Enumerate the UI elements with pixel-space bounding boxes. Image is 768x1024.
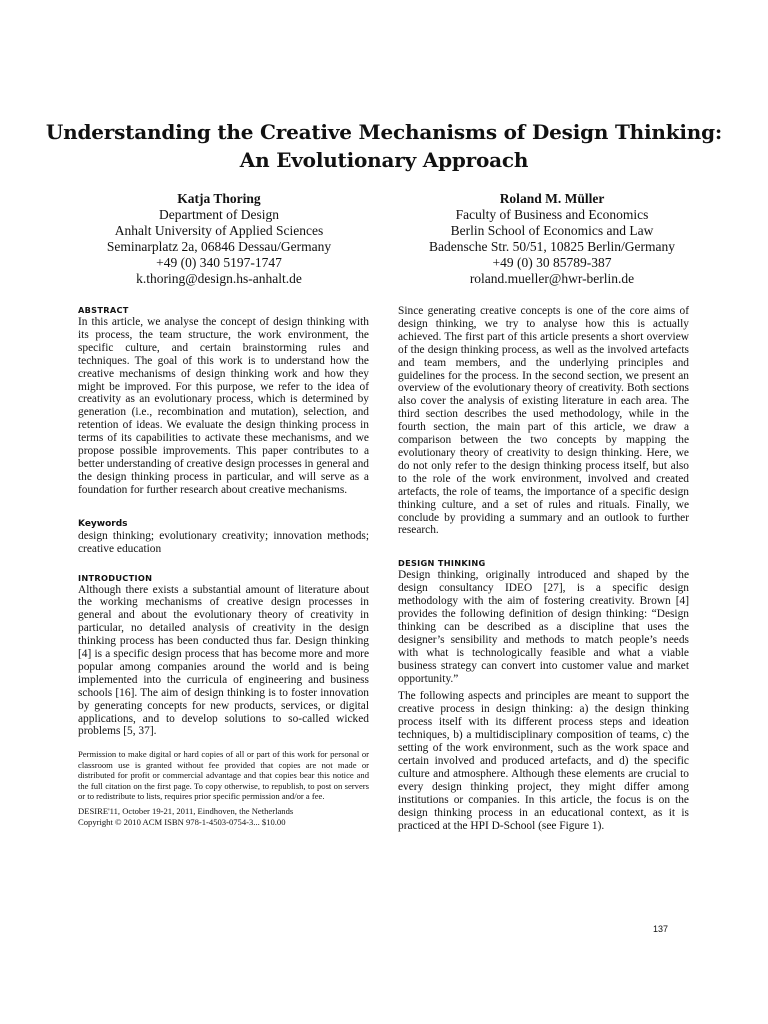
author-email: k.thoring@design.hs-anhalt.de <box>136 271 302 286</box>
author-dept: Faculty of Business and Economics <box>455 207 649 222</box>
author-address: Seminarplatz 2a, 06846 Dessau/Germany <box>106 239 332 254</box>
author-phone: +49 (0) 340 5197-1747 <box>156 255 282 270</box>
title-line-1: Understanding the Creative Mechanisms of Design Thinking: <box>45 120 723 144</box>
author-org: Anhalt University of Applied Sciences <box>114 223 324 238</box>
keywords-text: design thinking; evolutionary creativity; innovation methods; creative education <box>78 529 369 555</box>
right-column <box>398 305 689 832</box>
copyright-info: Copyright © 2010 ACM ISBN 978-1-4503-0754-3... $10.00 <box>78 816 286 827</box>
author-dept: Department of Design <box>159 207 279 222</box>
intro-continued-text: Since generating creative concepts is one of the core aims of design thinking, we try to analyse how this is actually achieved. The first part of this article presents a short overview of the design thinking process, as well as the involved artefacts and team members, and the underlying principles and guidelines for the process. In the second section, we present an overview of the evolutionary theory of creativity. Both sections also cover the analysis of existing literature in each area. The third section describes the used methodology, while in the fourth section, the main part of this article, we draw a comparison between the two concepts by mapping the evolutionary theory of creativity to design thinking. Here, we do not only refer to the design thinking process itself, but also to the role of the work environment, involved and created artefacts, the role of teams, the importance of a specific design thinking culture, and a set of rules and rituals. Finally, we conclude by providing a summary and an outlook to further research. <box>398 305 689 537</box>
abstract-heading: ABSTRACT <box>78 305 129 315</box>
page-number: 137 <box>652 924 668 934</box>
author-phone: +49 (0) 30 85789-387 <box>492 255 612 270</box>
author-block-2 <box>387 191 717 287</box>
title-line-2: An Evolutionary Approach <box>239 148 529 172</box>
introduction-text: Although there exists a substantial amount of literature about the working mechanisms of creative design processes in general and about the evolutionary theory of creativity in particular, no detailed analysis of creativity in the design thinking process has been conducted thus far. Design thinking [4] is a specific design process that has become more and more popular among companies around the world and is being implemented into the curricula of engineering and business schools [16]. The aim of design thinking is to foster innovation by generating concepts for new products, services, or digital applications, and to develop solutions to so-called wicked problems [5, 37]. <box>78 583 369 738</box>
author-name: Katja Thoring <box>177 191 261 206</box>
keywords-heading: Keywords <box>78 518 128 529</box>
design-thinking-para-2: The following aspects and principles are meant to support the creative process in design thinking: a) the design thinking process itself with its different process steps and ideation techniques, b) a multidisciplinary composition of teams, c) the setting of the work environment, such as the work space and certain involved and produced artefacts, and d) the specific culture and atmosphere. Although these elements are crucial to every design thinking project, they might differ among institutions or companies. In this article, the focus is on the design thinking process in an educational context, as it is practiced at the HPI D-School (see Figure 1). <box>398 690 689 832</box>
permission-notice: Permission to make digital or hard copies of all or part of this work for personal or classroom use is granted without fee provided that copies are not made or distributed for profit or commercial advantage and that copies bear this notice and the full citation on the first page. To copy otherwise, to republish, to post on servers or to redistribute to lists, requires prior specific permission and/or a fee. <box>78 749 369 801</box>
author-org: Berlin School of Economics and Law <box>450 223 654 238</box>
author-email: roland.mueller@hwr-berlin.de <box>469 271 635 286</box>
paper-title <box>0 118 768 174</box>
author-name: Roland M. Müller <box>499 191 605 206</box>
design-thinking-para-1: Design thinking, originally introduced and shaped by the design consultancy IDEO [27], is a specific design methodology with the aim of fostering creativity. Brown [4] provides the following definition of design thinking: “Design thinking can be described as a discipline that uses the designer’s sensibility and methods to match people’s needs with what is technologically feasible and what a viable business strategy can convert into customer value and market opportunity.” <box>398 569 689 685</box>
conference-info: DESIRE'11, October 19-21, 2011, Eindhoven, the Netherlands <box>78 806 294 817</box>
design-thinking-heading: DESIGN THINKING <box>398 558 486 569</box>
introduction-heading: INTRODUCTION <box>78 572 153 583</box>
author-block-1 <box>54 191 384 287</box>
abstract-text: In this article, we analyse the concept of design thinking with its process, the team structure, the work environment, the specific culture, and certain brainstorming rules and techniques. The goal of this work is to understand how the creative mechanisms of design thinking work and how they might be improved. For this purpose, we refer to the idea of creativity as an evolutionary process, which is determined by generation (i.e., recombination and mutation), selection, and retention of ideas. We evaluate the design thinking process in terms of its capabilities to activate these mechanisms, and we propose possible improvements. This paper contributes to a better understanding of creative design processes in general and the design thinking process in particular, and will serve as a foundation for further research about creative mechanisms. <box>78 316 369 496</box>
author-address: Badensche Str. 50/51, 10825 Berlin/Germany <box>429 239 675 254</box>
left-column <box>78 305 369 827</box>
